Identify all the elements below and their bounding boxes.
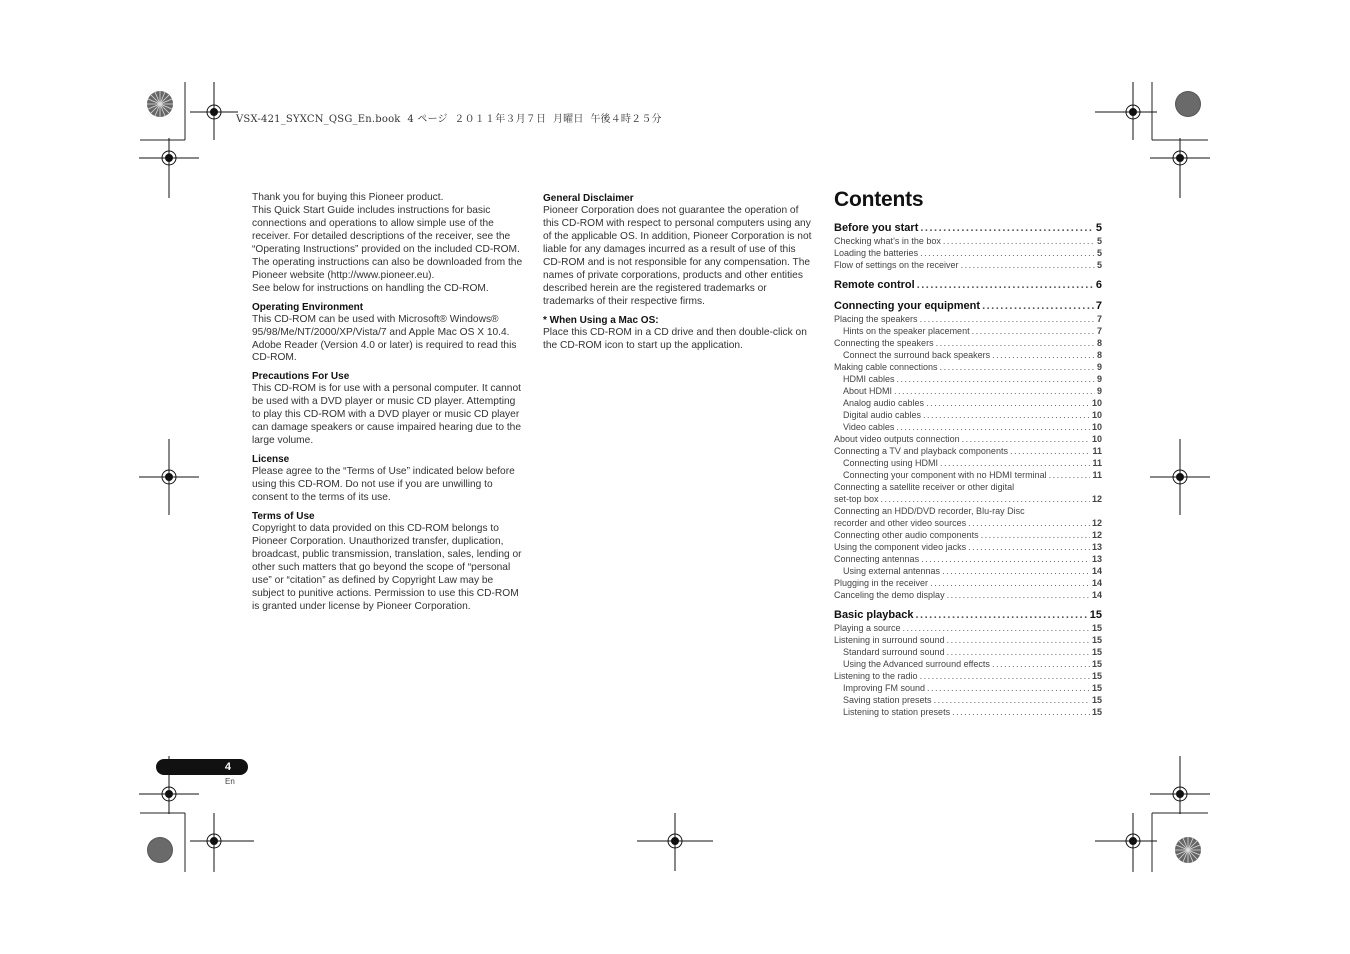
toc-entry-row[interactable] (834, 373, 1102, 385)
toc-leader (920, 221, 1094, 235)
toc-entry-row[interactable] (834, 694, 1102, 706)
section-text-terms-of-use: Copyright to data provided on this CD-ROM belongs to Pioneer Corporation. Unauthorized transfer, duplication, broadcast, public transmission, translation, sales, lending or other such matters that go beyond the scope of “personal use” or “citation” as defined by Copyright Law may be subject to punitive actions. Permission to use this CD-ROM is granted under license by Pioneer Corporation. (252, 523, 522, 612)
toc-entry-label: Standard surround sound (843, 647, 945, 657)
toc-entry-page: 8 (1096, 338, 1102, 348)
toc-entry-row[interactable] (834, 325, 1102, 337)
toc-entry-page: 11 (1092, 470, 1102, 480)
toc-entry-label: About HDMI (843, 386, 893, 396)
toc-entry-page: 13 (1091, 554, 1102, 564)
toc-entry-row[interactable] (834, 706, 1102, 718)
toc-entry-label: Playing a source (834, 623, 901, 633)
toc-leader (968, 541, 1090, 553)
toc-entry-page: 7 (1096, 314, 1102, 324)
toc-entry-row[interactable] (834, 259, 1102, 271)
toc-entry-label: Using external antennas (843, 566, 941, 576)
toc-entry-row[interactable] (834, 235, 1102, 247)
table-of-contents (834, 188, 1102, 718)
toc-entry-page: 15 (1091, 635, 1102, 645)
toc-leader (894, 385, 1095, 397)
toc-entry-row[interactable] (834, 421, 1102, 433)
toc-leader (920, 313, 1095, 325)
toc-entry-row[interactable] (834, 493, 1102, 505)
toc-leader (940, 361, 1095, 373)
toc-entry-page: 10 (1091, 398, 1102, 408)
toc-leader (921, 553, 1090, 565)
toc-entry-label: Using the Advanced surround effects (843, 659, 990, 669)
toc-entry-page: 12 (1091, 494, 1102, 504)
toc-leader (934, 694, 1090, 706)
toc-entry-page: 9 (1096, 362, 1102, 372)
toc-entry-label: Connecting your component with no HDMI terminal (843, 470, 1047, 480)
book-header-line: VSX-421_SYXCN_QSG_En.book 4 ページ ２０１１年３月７日 月曜日 午後４時２５分 (236, 114, 662, 125)
toc-leader (961, 259, 1095, 271)
page-number-badge (156, 759, 248, 775)
section-heading-operating-environment: Operating Environment (252, 301, 364, 313)
toc-leader (962, 433, 1090, 445)
toc-entry-label: Connect the surround back speakers (843, 350, 991, 360)
toc-leader (942, 565, 1090, 577)
toc-list (834, 221, 1102, 718)
toc-entry-page: 15 (1091, 671, 1102, 681)
toc-entry-label: set-top box (834, 494, 879, 504)
toc-entry-label: Canceling the demo display (834, 590, 945, 600)
toc-entry-row[interactable] (834, 361, 1102, 373)
toc-entry-page: 14 (1091, 578, 1102, 588)
page-number: 4 (224, 761, 231, 773)
section-heading-mac-os: * When Using a Mac OS: (543, 314, 659, 326)
toc-entry-page: 5 (1096, 260, 1102, 270)
toc-entry-page: 15 (1091, 623, 1102, 633)
toc-leader (923, 409, 1090, 421)
toc-entry-page: 11 (1092, 458, 1102, 468)
toc-entry-row[interactable] (834, 658, 1102, 670)
toc-entry-label: Making cable connections (834, 362, 938, 372)
toc-entry-row[interactable] (834, 445, 1102, 457)
toc-chapter-page: 7 (1095, 300, 1102, 312)
toc-chapter-title: Remote control (834, 279, 915, 291)
toc-entry-page: 5 (1096, 236, 1102, 246)
toc-entry-label: Listening in surround sound (834, 635, 945, 645)
toc-leader (972, 325, 1095, 337)
toc-leader (926, 397, 1090, 409)
toc-leader (982, 299, 1094, 313)
section-text-operating-environment: This CD-ROM can be used with Microsoft® Windows® 95/98/Me/NT/2000/XP/Vista/7 and Apple Mac OS X 10.4. Adobe Reader (Version 4.0 or later) is required to read this CD-ROM. (252, 313, 517, 364)
toc-entry-row[interactable] (834, 682, 1102, 694)
toc-leader (947, 646, 1090, 658)
toc-entry-page: 12 (1091, 518, 1102, 528)
toc-entry-row[interactable] (834, 577, 1102, 589)
toc-chapter-page: 5 (1095, 222, 1102, 234)
toc-entry-row[interactable] (834, 565, 1102, 577)
toc-entry-label: Saving station presets (843, 695, 932, 705)
section-text-precautions: This CD-ROM is for use with a personal computer. It cannot be used with a DVD player or music CD player. Attempting to play this CD-ROM with a DVD player or music CD player can damage speakers or cause impaired hearing due to the large volume. (252, 383, 522, 447)
toc-entry-label: Listening to the radio (834, 671, 918, 681)
toc-entry-page: 10 (1091, 434, 1102, 444)
toc-entry-page: 8 (1096, 350, 1102, 360)
language-code: En (225, 777, 235, 786)
section-text-general-disclaimer: Pioneer Corporation does not guarantee the operation of this CD-ROM with respect to personal computers using any of the applicable OS. In addition, Pioneer Corporation is not liable for any damages incurred as a result of use of this CD-ROM and is not responsible for any compensation. The names of private corporations, products and other entities described herein are the registered trademarks or trademarks of their respective firms. (543, 205, 812, 307)
intro-column (252, 192, 526, 614)
section-text-mac-os: Place this CD-ROM in a CD drive and then double-click on the CD-ROM icon to start up the application. (543, 326, 807, 351)
toc-leader (920, 670, 1090, 682)
toc-entry-label: Plugging in the receiver (834, 578, 929, 588)
toc-entry-row[interactable] (834, 634, 1102, 646)
toc-leader (940, 457, 1090, 469)
toc-chapter-title: Basic playback (834, 609, 914, 621)
toc-leader (968, 517, 1090, 529)
toc-chapter-page: 6 (1095, 279, 1102, 291)
section-heading-precautions: Precautions For Use (252, 371, 350, 383)
toc-entry-page: 10 (1091, 422, 1102, 432)
toc-entry-label: Listening to station presets (843, 707, 951, 717)
toc-chapter-page: 15 (1089, 609, 1102, 621)
toc-entry-page: 11 (1092, 446, 1102, 456)
toc-entry-label: Digital audio cables (843, 410, 922, 420)
toc-entry-row[interactable] (834, 469, 1102, 481)
toc-leader (1049, 469, 1091, 481)
toc-leader (936, 337, 1095, 349)
toc-leader (881, 493, 1090, 505)
toc-entry-row[interactable] (834, 457, 1102, 469)
toc-entry-label: Analog audio cables (843, 398, 925, 408)
toc-entry-row[interactable] (834, 670, 1102, 682)
section-heading-terms-of-use: Terms of Use (252, 511, 315, 523)
section-heading-general-disclaimer: General Disclaimer (543, 193, 634, 204)
toc-entry-row[interactable] (834, 517, 1102, 529)
section-heading-license: License (252, 454, 290, 466)
toc-entry-page: 5 (1096, 248, 1102, 258)
toc-entry-label: Loading the batteries (834, 248, 919, 258)
toc-entry-page: 13 (1091, 542, 1102, 552)
section-text-license: Please agree to the “Terms of Use” indicated below before using this CD-ROM. Do not use if you are unwilling to consent to the terms of its use. (252, 466, 515, 504)
toc-entry-page: 9 (1096, 374, 1102, 384)
toc-leader (897, 373, 1095, 385)
toc-entry-label: Connecting other audio components (834, 530, 979, 540)
toc-leader (903, 622, 1090, 634)
toc-entry-label: Connecting a TV and playback components (834, 446, 1008, 456)
toc-entry-row[interactable] (834, 433, 1102, 445)
toc-entry-page: 15 (1091, 659, 1102, 669)
toc-entry-continued[interactable]: Connecting a satellite receiver or other digital (834, 482, 1015, 492)
toc-entry-row[interactable] (834, 397, 1102, 409)
disclaimer-column (543, 192, 815, 353)
toc-entry-label: Placing the speakers (834, 314, 918, 324)
toc-entry-label: About video outputs connection (834, 434, 960, 444)
toc-leader (1010, 445, 1091, 457)
toc-entry-page: 15 (1091, 683, 1102, 693)
toc-entry-label: Connecting antennas (834, 554, 920, 564)
toc-leader (927, 682, 1090, 694)
toc-entry-page: 10 (1091, 410, 1102, 420)
toc-entry-label: Hints on the speaker placement (843, 326, 970, 336)
toc-leader (947, 634, 1090, 646)
toc-leader (981, 529, 1090, 541)
toc-entry-continued[interactable]: Connecting an HDD/DVD recorder, Blu-ray Disc (834, 506, 1025, 516)
toc-entry-row[interactable] (834, 589, 1102, 601)
toc-leader (992, 349, 1095, 361)
toc-entry-label: recorder and other video sources (834, 518, 967, 528)
toc-chapter-row[interactable] (834, 608, 1102, 622)
toc-entry-label: Connecting using HDMI (843, 458, 939, 468)
toc-leader (930, 577, 1090, 589)
toc-chapter-title: Before you start (834, 222, 919, 234)
intro-paragraph-3: See below for instructions on handling the CD-ROM. (252, 282, 489, 294)
toc-chapter-row[interactable] (834, 299, 1102, 313)
toc-entry-label: Using the component video jacks (834, 542, 967, 552)
toc-entry-label: Connecting the speakers (834, 338, 934, 348)
toc-entry-label: Video cables (843, 422, 895, 432)
toc-entry-row[interactable] (834, 247, 1102, 259)
toc-entry-page: 15 (1091, 707, 1102, 717)
toc-entry-page: 9 (1096, 386, 1102, 396)
toc-entry-row[interactable] (834, 622, 1102, 634)
intro-paragraph-1: Thank you for buying this Pioneer product. (252, 192, 444, 203)
toc-entry-row[interactable] (834, 385, 1102, 397)
intro-paragraph-2: This Quick Start Guide includes instructions for basic connections and operations to allow simple use of the receiver. For detailed descriptions of the receiver, see the “Operating Instructions” provided on the included CD-ROM. The operating instructions can also be downloaded from the Pioneer website (http://www.pioneer.eu). (252, 204, 523, 281)
toc-entry-row[interactable] (834, 553, 1102, 565)
toc-chapter-row[interactable] (834, 221, 1102, 235)
toc-leader (917, 278, 1094, 292)
toc-entry-page: 15 (1091, 647, 1102, 657)
toc-leader (992, 658, 1090, 670)
toc-chapter-row[interactable] (834, 278, 1102, 292)
toc-entry-row[interactable] (834, 409, 1102, 421)
toc-entry-label: Checking what’s in the box (834, 236, 941, 246)
toc-entry-row[interactable] (834, 349, 1102, 361)
toc-entry-page: 12 (1091, 530, 1102, 540)
toc-entry-row[interactable] (834, 646, 1102, 658)
toc-entry-label: HDMI cables (843, 374, 895, 384)
toc-entry-label: Flow of settings on the receiver (834, 260, 959, 270)
toc-entry-page: 14 (1091, 590, 1102, 600)
toc-entry-label: Improving FM sound (843, 683, 926, 693)
toc-leader (920, 247, 1095, 259)
toc-leader (952, 706, 1090, 718)
toc-entry-row[interactable] (834, 541, 1102, 553)
toc-entry-page: 14 (1091, 566, 1102, 576)
contents-title: Contents (834, 188, 924, 211)
toc-entry-row[interactable] (834, 529, 1102, 541)
toc-leader (896, 421, 1090, 433)
toc-entry-page: 7 (1096, 326, 1102, 336)
toc-entry-page: 15 (1091, 695, 1102, 705)
toc-entry-row[interactable] (834, 337, 1102, 349)
toc-leader (916, 608, 1088, 622)
toc-entry-row[interactable] (834, 313, 1102, 325)
toc-chapter-title: Connecting your equipment (834, 300, 981, 312)
toc-leader (943, 235, 1095, 247)
toc-leader (947, 589, 1090, 601)
